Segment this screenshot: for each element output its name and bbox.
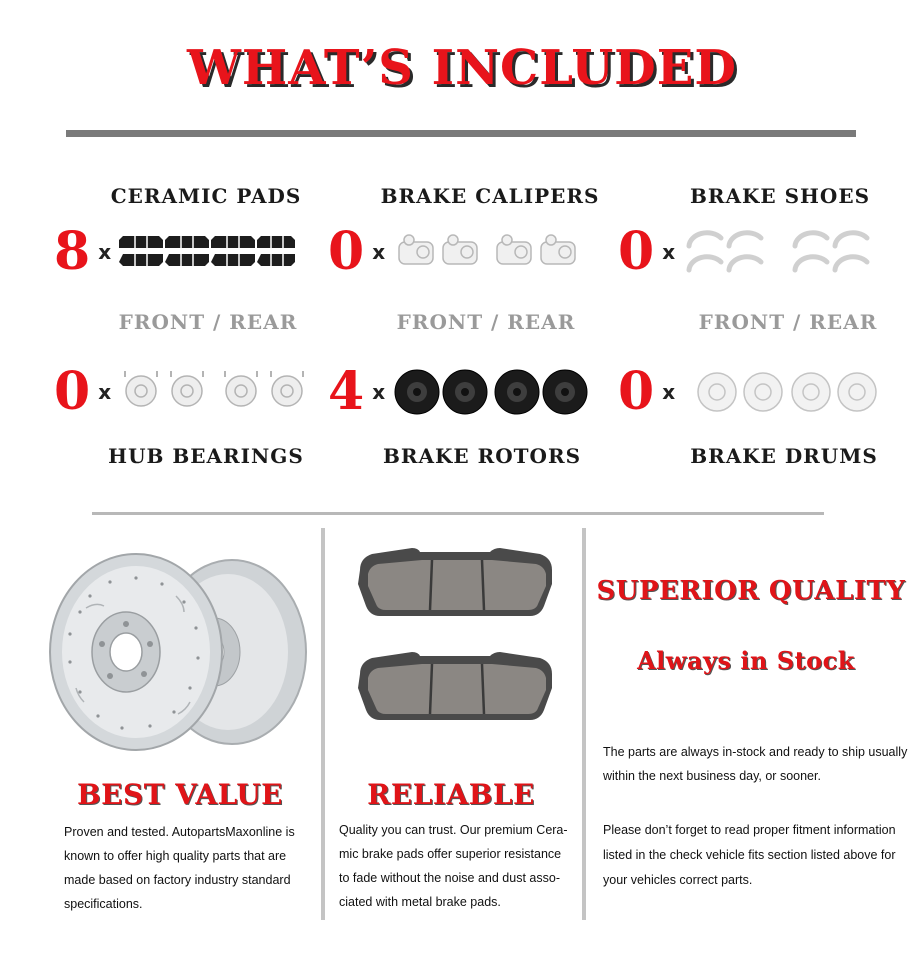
- label-brake-drums: BRAKE DRUMS: [690, 444, 878, 468]
- front-rear-label-2: FRONT / REAR: [396, 310, 576, 334]
- brake-shoes-group: [618, 221, 893, 282]
- hub-bearings-x: x: [98, 380, 112, 404]
- best-value-line: made based on factory industry standard: [64, 873, 291, 887]
- fitment-line: Please don’t forget to read proper fitment information: [603, 823, 896, 837]
- label-brake-shoes: BRAKE SHOES: [689, 184, 871, 208]
- rotor-product-image: [40, 552, 310, 762]
- best-value-line: specifications.: [64, 897, 143, 911]
- ceramic-pads-x: x: [98, 240, 112, 264]
- reliable-line: to fade without the noise and dust asso-: [339, 871, 560, 885]
- reliable-line: mic brake pads offer superior resistance: [339, 847, 562, 861]
- brake-shoes-x: x: [662, 240, 676, 264]
- ceramic-pads-qty: 8: [54, 221, 91, 282]
- brake-rotors-x: x: [372, 380, 386, 404]
- brake-shoes-qty: 0: [618, 221, 655, 282]
- hub-bearings-group: [54, 361, 309, 422]
- reliable-text: [339, 818, 579, 914]
- front-rear-label-3: FRONT / REAR: [698, 310, 878, 334]
- superior-quality-title: SUPERIOR QUALITY: [596, 576, 906, 606]
- brake-rotors-qty: 4: [328, 361, 365, 422]
- stock-text: [603, 740, 919, 788]
- caliper-icon: [393, 230, 593, 274]
- brake-calipers-x: x: [372, 240, 386, 264]
- hub-bearings-qty: 0: [54, 361, 91, 422]
- brake-rotors-group: [328, 361, 589, 422]
- reliable-title: RELIABLE: [367, 778, 535, 811]
- brake-shoe-icon: [683, 228, 893, 276]
- best-value-title: BEST VALUE: [76, 778, 283, 811]
- label-brake-calipers: BRAKE CALIPERS: [380, 184, 600, 208]
- label-hub-bearings: HUB BEARINGS: [108, 444, 304, 468]
- brake-drums-x: x: [662, 380, 676, 404]
- best-value-line: known to offer high quality parts that are: [64, 849, 287, 863]
- brake-drums-qty: 0: [618, 361, 655, 422]
- fitment-text: [603, 818, 919, 893]
- reliable-line: ciated with metal brake pads.: [339, 895, 501, 909]
- stock-line: The parts are always in-stock and ready to ship usually: [603, 745, 908, 759]
- label-ceramic-pads: CERAMIC PADS: [110, 184, 302, 208]
- title-divider: [66, 130, 856, 137]
- always-in-stock-subtitle: Always in Stock: [637, 646, 855, 675]
- reliable-line: Quality you can trust. Our premium Cera-: [339, 823, 568, 837]
- front-rear-label-1: FRONT / REAR: [118, 310, 298, 334]
- brake-pad-icon: [119, 230, 299, 274]
- best-value-line: Proven and tested. AutopartsMaxonline is: [64, 825, 295, 839]
- section-divider: [92, 512, 824, 515]
- stock-line: within the next business day, or sooner.: [603, 769, 821, 783]
- ceramic-pads-group: [54, 221, 299, 282]
- brake-pads-product-image: [350, 544, 560, 744]
- brake-drums-group: [618, 361, 883, 422]
- hub-bearing-icon: [119, 369, 309, 415]
- label-brake-rotors: BRAKE ROTORS: [382, 444, 582, 468]
- fitment-line: listed in the check vehicle fits section listed above for: [603, 848, 896, 862]
- rotor-icon: [393, 368, 589, 416]
- brake-calipers-qty: 0: [328, 221, 365, 282]
- panel-divider-2: [582, 528, 586, 920]
- best-value-text: [64, 820, 324, 916]
- fitment-line: your vehicles correct parts.: [603, 873, 753, 887]
- drum-icon: [683, 369, 883, 415]
- brake-pad-icons: [119, 230, 299, 274]
- page-title: WHAT’S INCLUDED: [186, 40, 738, 96]
- brake-calipers-group: [328, 221, 593, 282]
